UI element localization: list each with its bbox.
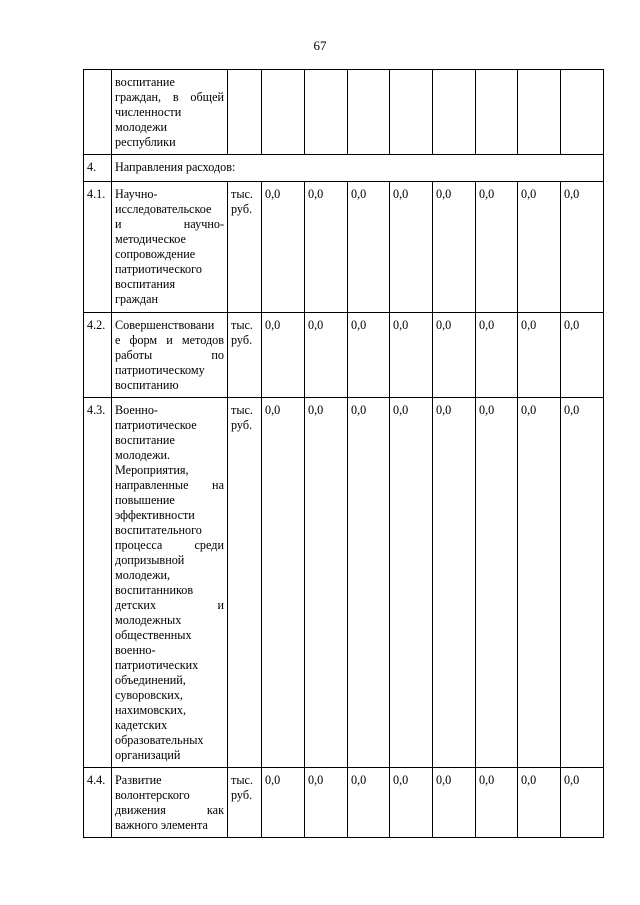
value-cell: 0,0: [348, 313, 390, 398]
value-cell: 0,0: [305, 768, 348, 838]
value-cell: 0,0: [561, 182, 604, 313]
description-line: республики: [115, 135, 176, 149]
row-number-cell: 4.1.: [84, 182, 112, 313]
table-row: [84, 313, 604, 398]
value-cell: 0,0: [262, 398, 305, 768]
unit-cell: [228, 182, 262, 313]
description-line: граждан: [115, 292, 159, 306]
description-cell: [112, 398, 228, 768]
unit-cell: [228, 768, 262, 838]
unit-line: тыс.: [231, 403, 253, 417]
description-line: методическое: [115, 232, 186, 246]
unit-cell: [228, 70, 262, 155]
value-cell: 0,0: [262, 768, 305, 838]
unit-cell: [228, 313, 262, 398]
description-cell: [112, 70, 228, 155]
description-line: Мероприятия,: [115, 463, 189, 477]
value-cell: 0,0: [305, 313, 348, 398]
description-line: военно-: [115, 643, 156, 657]
description-line: исследовательское: [115, 202, 212, 216]
description-line: воспитанников: [115, 583, 194, 597]
description-line: сопровождение: [115, 247, 196, 261]
value-cell: [305, 70, 348, 155]
description-line: суворовских,: [115, 688, 183, 702]
description-line: нахимовских,: [115, 703, 187, 717]
description-line: граждан, в общей: [115, 90, 224, 104]
description-line: движения как: [115, 803, 224, 817]
description-line: повышение: [115, 493, 175, 507]
value-cell: 0,0: [561, 398, 604, 768]
value-cell: 0,0: [433, 768, 476, 838]
description-line: численности: [115, 105, 182, 119]
unit-line: руб.: [231, 333, 253, 347]
value-cell: 0,0: [518, 313, 561, 398]
value-cell: 0,0: [476, 313, 518, 398]
unit-line: руб.: [231, 418, 253, 432]
description-line: патриотических: [115, 658, 199, 672]
description-line: кадетских: [115, 718, 168, 732]
value-cell: 0,0: [518, 768, 561, 838]
page-number: 67: [313, 38, 327, 53]
description-line: направленные на: [115, 478, 224, 492]
description-cell: [112, 182, 228, 313]
unit-line: руб.: [231, 202, 253, 216]
value-cell: 0,0: [390, 313, 433, 398]
value-cell: [262, 70, 305, 155]
table-row: [84, 768, 604, 838]
description-line: детских и: [115, 598, 224, 612]
description-line: е форм и методов: [115, 333, 224, 347]
table-row: [84, 182, 604, 313]
budget-table: [83, 69, 604, 838]
description-line: молодежи.: [115, 448, 171, 462]
value-cell: [476, 70, 518, 155]
value-cell: 0,0: [476, 182, 518, 313]
description-line: допризывной: [115, 553, 185, 567]
value-cell: [348, 70, 390, 155]
row-number-cell: [84, 70, 112, 155]
unit-line: руб.: [231, 788, 253, 802]
description-line: процесса среди: [115, 538, 224, 552]
value-cell: [390, 70, 433, 155]
value-cell: [433, 70, 476, 155]
description-line: Военно-: [115, 403, 158, 417]
row-number-cell: 4.3.: [84, 398, 112, 768]
table-row: [84, 155, 604, 182]
description-line: работы по: [115, 348, 224, 362]
value-cell: 0,0: [476, 768, 518, 838]
description-line: общественных: [115, 628, 192, 642]
description-line: эффективности: [115, 508, 195, 522]
value-cell: 0,0: [518, 398, 561, 768]
description-line: объединений,: [115, 673, 186, 687]
description-line: воспитанию: [115, 378, 179, 392]
unit-line: тыс.: [231, 773, 253, 787]
row-number-cell: 4.4.: [84, 768, 112, 838]
description-line: и научно-: [115, 217, 224, 231]
description-line: важного элемента: [115, 818, 208, 832]
table-row: [84, 398, 604, 768]
description-line: молодежных: [115, 613, 182, 627]
value-cell: [518, 70, 561, 155]
description-line: Научно-: [115, 187, 158, 201]
table-row: [84, 70, 604, 155]
description-line: воспитания: [115, 277, 176, 291]
unit-cell: [228, 398, 262, 768]
section-heading-cell: Направления расходов:: [112, 155, 604, 182]
value-cell: 0,0: [348, 398, 390, 768]
description-line: воспитание: [115, 433, 175, 447]
value-cell: 0,0: [305, 398, 348, 768]
description-line: воспитательного: [115, 523, 202, 537]
description-cell: [112, 313, 228, 398]
unit-line: тыс.: [231, 318, 253, 332]
value-cell: 0,0: [390, 768, 433, 838]
description-line: Совершенствовани: [115, 318, 215, 332]
value-cell: 0,0: [518, 182, 561, 313]
value-cell: 0,0: [433, 182, 476, 313]
value-cell: 0,0: [262, 182, 305, 313]
value-cell: 0,0: [305, 182, 348, 313]
value-cell: 0,0: [476, 398, 518, 768]
value-cell: [561, 70, 604, 155]
description-line: Развитие: [115, 773, 162, 787]
row-number-cell: 4.2.: [84, 313, 112, 398]
unit-line: тыс.: [231, 187, 253, 201]
row-number-cell: 4.: [84, 155, 112, 182]
description-line: воспитание: [115, 75, 175, 89]
value-cell: 0,0: [433, 398, 476, 768]
value-cell: 0,0: [390, 182, 433, 313]
value-cell: 0,0: [262, 313, 305, 398]
description-line: патриотическое: [115, 418, 197, 432]
description-line: патриотического: [115, 262, 202, 276]
value-cell: 0,0: [561, 768, 604, 838]
value-cell: 0,0: [561, 313, 604, 398]
value-cell: 0,0: [433, 313, 476, 398]
description-line: молодежи,: [115, 568, 171, 582]
description-line: образовательных: [115, 733, 204, 747]
description-line: волонтерского: [115, 788, 190, 802]
value-cell: 0,0: [348, 182, 390, 313]
value-cell: 0,0: [348, 768, 390, 838]
description-cell: [112, 768, 228, 838]
description-line: молодежи: [115, 120, 168, 134]
value-cell: 0,0: [390, 398, 433, 768]
description-line: организаций: [115, 748, 181, 762]
description-line: патриотическому: [115, 363, 205, 377]
